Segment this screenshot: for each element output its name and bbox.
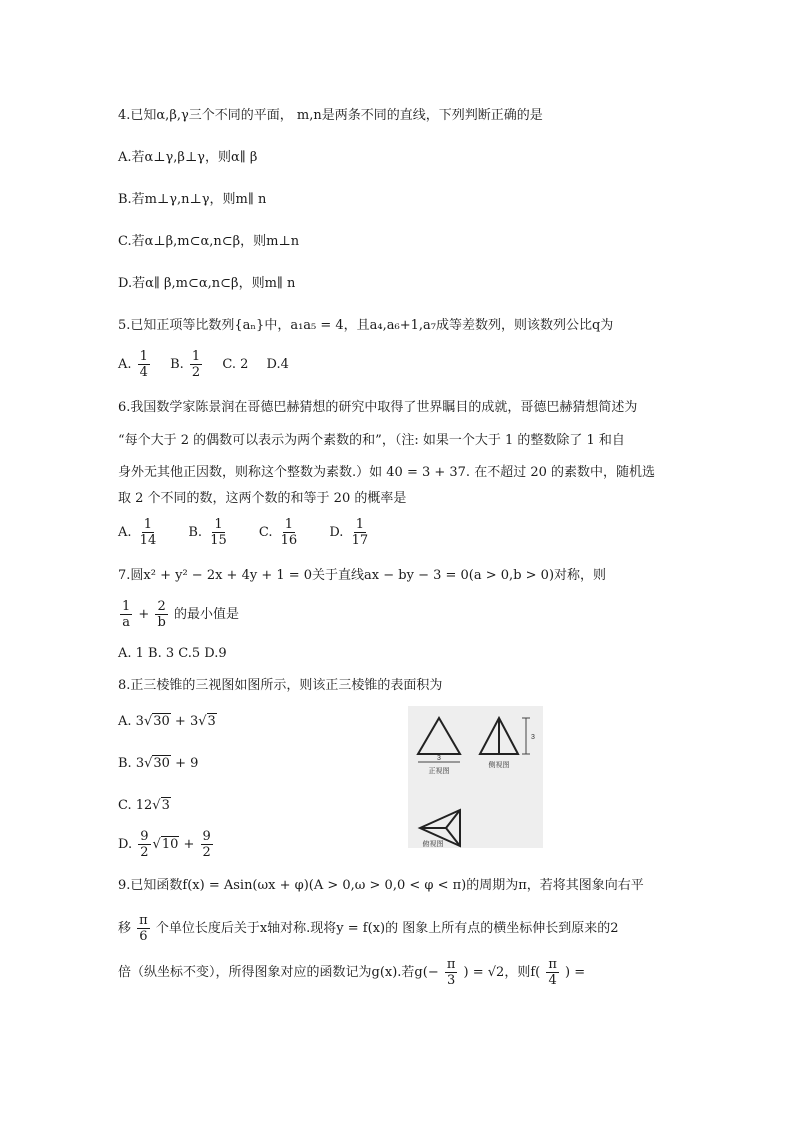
q5-option-a-fraction: $\frac{1}{4}$	[139, 349, 148, 380]
q7-expression	[118, 598, 239, 632]
q5-stem: 5.已知正项等比数列{aₙ}中，a₁a₅ = 4，且a₄,a₆+1,a₇成等差数列，则该数列公比q为	[118, 318, 614, 333]
q6-line-3: 身外无其他正因数，则称这个整数为素数.）如 40 = 3 + 37. 在不超过 20 的素数中，随机选	[118, 465, 656, 480]
q4-option-d: D.若α∥ β,m⊂α,n⊂β，则m∥ n	[118, 276, 296, 291]
q9-line-1: 9.已知函数f(x) = Asin(ωx + φ)(A > 0,ω > 0,0 < φ < π)的周期为π，若将其图象向右平	[118, 878, 644, 893]
q4-option-a: A.若α⊥γ,β⊥γ，则α∥ β	[118, 150, 258, 165]
q5-option-b-label: B.	[170, 357, 184, 372]
q6-line-2: “每个大于 2 的偶数可以表示为两个素数的和”，（注: 如果一个大于 1 的整数除了 1 和自	[118, 433, 625, 448]
q4-stem: 4.已知α,β,γ三个不同的平面， m,n是两条不同的直线，下列判断正确的是	[118, 108, 543, 123]
top-view-label: 俯视图	[422, 840, 444, 848]
side-dimension-label: 3	[531, 734, 535, 741]
q5-option-c: C. 2	[222, 357, 249, 372]
q7-fraction-1: $\frac{1}{a}$	[122, 599, 131, 630]
q8-option-b: B. 3√30 + 9	[118, 756, 199, 771]
q6-line-4: 取 2 个不同的数，这两个数的和等于 20 的概率是	[118, 491, 407, 506]
q6-line-1: 6.我国数学家陈景润在哥德巴赫猜想的研究中取得了世界瞩目的成就，哥德巴赫猜想简述为	[118, 400, 638, 415]
q6-option-b-fraction: $\frac{1}{15}$	[210, 517, 227, 548]
q6-option-d-label: D.	[329, 525, 344, 540]
q5-option-b-fraction: $\frac{1}{2}$	[191, 349, 201, 380]
q6-option-b-label: B.	[188, 525, 203, 540]
q8-stem: 8.正三棱锥的三视图如图所示，则该正三棱锥的表面积为	[118, 678, 443, 693]
front-dimension-label: 3	[437, 755, 441, 762]
q9-line-3: 倍（纵坐标不变），所得图象对应的函数记为g(x).若g(− $\frac{\pi}{3}$ ) = √2，则f( $\frac{\pi}{4}$ ) =	[118, 957, 586, 988]
front-view-label: 正视图	[428, 767, 450, 775]
three-view-figure	[408, 706, 543, 848]
q7-tail: 的最小值是	[173, 607, 239, 622]
q5-options	[118, 348, 289, 382]
front-view-triangle	[418, 718, 460, 754]
q6-option-a-label: A.	[118, 525, 132, 540]
q6-option-a-fraction: $\frac{1}{14}$	[139, 517, 157, 548]
q8-option-a: A. 3√30 + 3√3	[118, 714, 216, 729]
q8-option-c: C. 12√3	[118, 798, 170, 813]
q7-stem: 7.圆x² + y² − 2x + 4y + 1 = 0关于直线ax − by − 3 = 0(a > 0,b > 0)对称，则	[118, 568, 607, 583]
q4-option-c: C.若α⊥β,m⊂α,n⊂β，则m⊥n	[118, 234, 300, 249]
q8-option-d: D. $\frac{9}{2}$ √10 + $\frac{9}{2}$	[118, 829, 211, 860]
q6-option-d-fraction: $\frac{1}{17}$	[351, 517, 369, 548]
q5-option-d: D.4	[266, 357, 289, 372]
q6-option-c-label: C.	[258, 525, 273, 540]
q9-line-2: 移 $\frac{\pi}{6}$ 个单位长度后关于x轴对称.现将y = f(x)的 图象上所有点的横坐标伸长到原来的2	[118, 913, 619, 944]
q6-option-c-fraction: $\frac{1}{16}$	[280, 517, 298, 548]
side-view-label: 侧视图	[488, 761, 510, 769]
q6-options	[118, 516, 372, 550]
q4-option-b: B.若m⊥γ,n⊥γ，则m∥ n	[118, 192, 267, 207]
q7-options: A. 1 B. 3 C.5 D.9	[118, 646, 227, 661]
q7-fraction-2: $\frac{2}{b}$	[157, 599, 166, 630]
q7-plus: +	[138, 607, 150, 622]
q5-option-a-label: A.	[118, 357, 132, 372]
